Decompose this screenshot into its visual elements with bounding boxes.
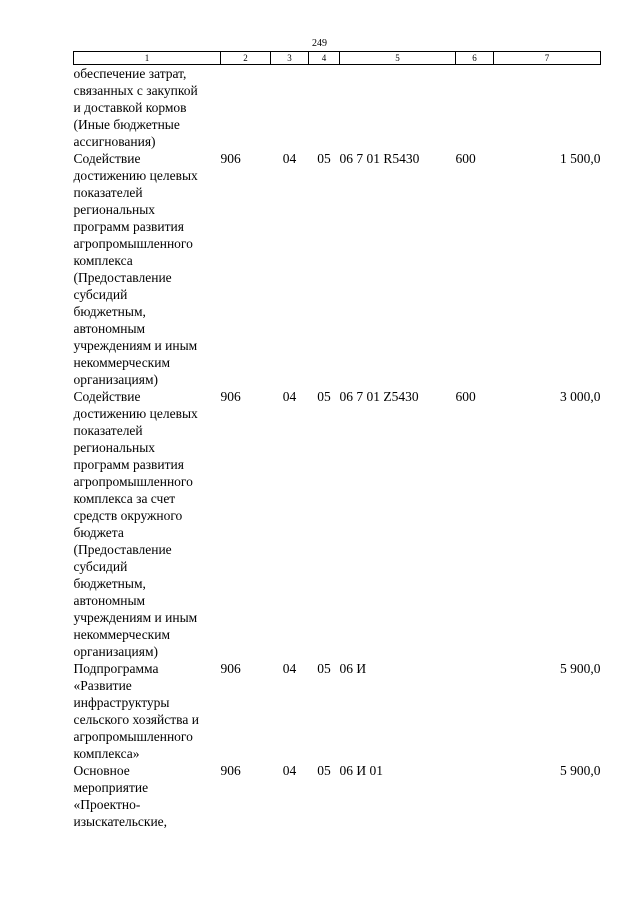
row-code-ministry: 906	[220, 763, 241, 778]
description-line: бюджета	[73, 525, 124, 540]
description-line: региональных	[73, 440, 156, 455]
description-line: агропромышленного	[73, 729, 193, 744]
row-code-expense-type	[456, 65, 494, 151]
row-code-expense-type: 600	[455, 151, 476, 166]
description-line: (Иные бюджетные	[73, 117, 180, 132]
description-line: средств окружного	[73, 508, 183, 523]
description-line: учреждениям и иным	[73, 338, 198, 353]
row-code-target-article: 06 И	[339, 661, 367, 676]
description-line: инфраструктуры	[73, 695, 170, 710]
row-description	[74, 65, 221, 151]
header-row	[74, 52, 601, 65]
row-code-subsection: 05	[317, 151, 331, 166]
row-description	[74, 388, 221, 660]
row-code-section: 04	[282, 763, 297, 778]
description-line: программ развития	[73, 219, 184, 234]
table-row	[74, 660, 601, 762]
description-line: комплекса за счет	[73, 491, 176, 506]
row-code-ministry	[221, 65, 271, 151]
row-code-target-article	[340, 65, 456, 151]
table-body	[74, 65, 601, 831]
description-line: программ развития	[73, 457, 184, 472]
description-line: субсидий	[73, 287, 128, 302]
description-line: организациям)	[73, 372, 159, 387]
description-line: Подпрограмма	[73, 661, 159, 676]
row-code-expense-type	[456, 660, 494, 762]
description-line: мероприятие	[73, 780, 149, 795]
row-code-ministry: 906	[220, 151, 241, 166]
description-line: субсидий	[73, 559, 128, 574]
description-line: региональных	[73, 202, 156, 217]
description-line: агропромышленного	[73, 474, 193, 489]
row-code-subsection	[309, 65, 340, 151]
description-line: Содействие	[73, 389, 141, 404]
description-line: ассигнования)	[73, 134, 156, 149]
column-header-5: 5	[340, 52, 456, 65]
description-line: показателей	[73, 423, 143, 438]
row-amount: 5 900,0	[560, 763, 601, 778]
budget-table	[73, 51, 601, 830]
row-code-subsection: 05	[317, 763, 331, 778]
description-line: связанных с закупкой	[73, 83, 198, 98]
table-row	[74, 65, 601, 151]
description-line: автономным	[73, 593, 146, 608]
column-header-6: 6	[456, 52, 494, 65]
row-code-target-article: 06 7 01 R5430	[339, 151, 420, 166]
row-code-target-article: 06 7 01 Z5430	[339, 389, 419, 404]
table-row	[74, 388, 601, 660]
row-code-ministry: 906	[220, 661, 241, 676]
description-line: бюджетным,	[73, 304, 146, 319]
row-amount: 5 900,0	[560, 661, 601, 676]
description-line: учреждениям и иным	[73, 610, 198, 625]
table-header	[74, 52, 601, 65]
row-amount: 3 000,0	[560, 389, 601, 404]
description-line: показателей	[73, 185, 143, 200]
description-line: комплекса	[73, 253, 133, 268]
row-amount: 1 500,0	[560, 151, 601, 166]
table-row	[74, 150, 601, 388]
description-line: некоммерческим	[73, 355, 171, 370]
column-header-4: 4	[309, 52, 340, 65]
description-line: достижению целевых	[73, 406, 198, 421]
row-description	[74, 150, 221, 388]
row-amount	[494, 65, 601, 151]
description-line: «Развитие	[73, 678, 132, 693]
row-code-section: 04	[282, 389, 297, 404]
description-line: организациям)	[73, 644, 159, 659]
description-line: (Предоставление	[73, 542, 172, 557]
description-line: и доставкой кормов	[73, 100, 187, 115]
description-line: достижению целевых	[73, 168, 198, 183]
row-code-expense-type	[456, 762, 494, 830]
description-line: сельского хозяйства и	[73, 712, 199, 727]
description-line: Содействие	[73, 151, 141, 166]
row-code-section	[271, 65, 309, 151]
row-code-expense-type: 600	[455, 389, 476, 404]
description-line: автономным	[73, 321, 146, 336]
row-code-section: 04	[282, 151, 297, 166]
column-header-3: 3	[271, 52, 309, 65]
description-line: обеспечение затрат,	[73, 66, 187, 81]
column-header-7: 7	[494, 52, 601, 65]
column-header-1: 1	[74, 52, 221, 65]
description-line: изыскательские,	[73, 814, 168, 829]
row-description	[74, 762, 221, 830]
description-line: агропромышленного	[73, 236, 193, 251]
row-description	[74, 660, 221, 762]
column-header-2: 2	[221, 52, 271, 65]
row-code-target-article: 06 И 01	[339, 763, 383, 778]
row-code-ministry: 906	[220, 389, 241, 404]
page-number: 249	[312, 38, 327, 49]
table-row	[74, 762, 601, 830]
row-code-subsection: 05	[317, 661, 331, 676]
description-line: бюджетным,	[73, 576, 146, 591]
row-code-section: 04	[282, 661, 297, 676]
row-code-subsection: 05	[317, 389, 331, 404]
description-line: некоммерческим	[73, 627, 171, 642]
description-line: комплекса»	[73, 746, 140, 761]
description-line: Основное	[73, 763, 130, 778]
description-line: (Предоставление	[73, 270, 172, 285]
description-line: «Проектно-	[73, 797, 141, 812]
